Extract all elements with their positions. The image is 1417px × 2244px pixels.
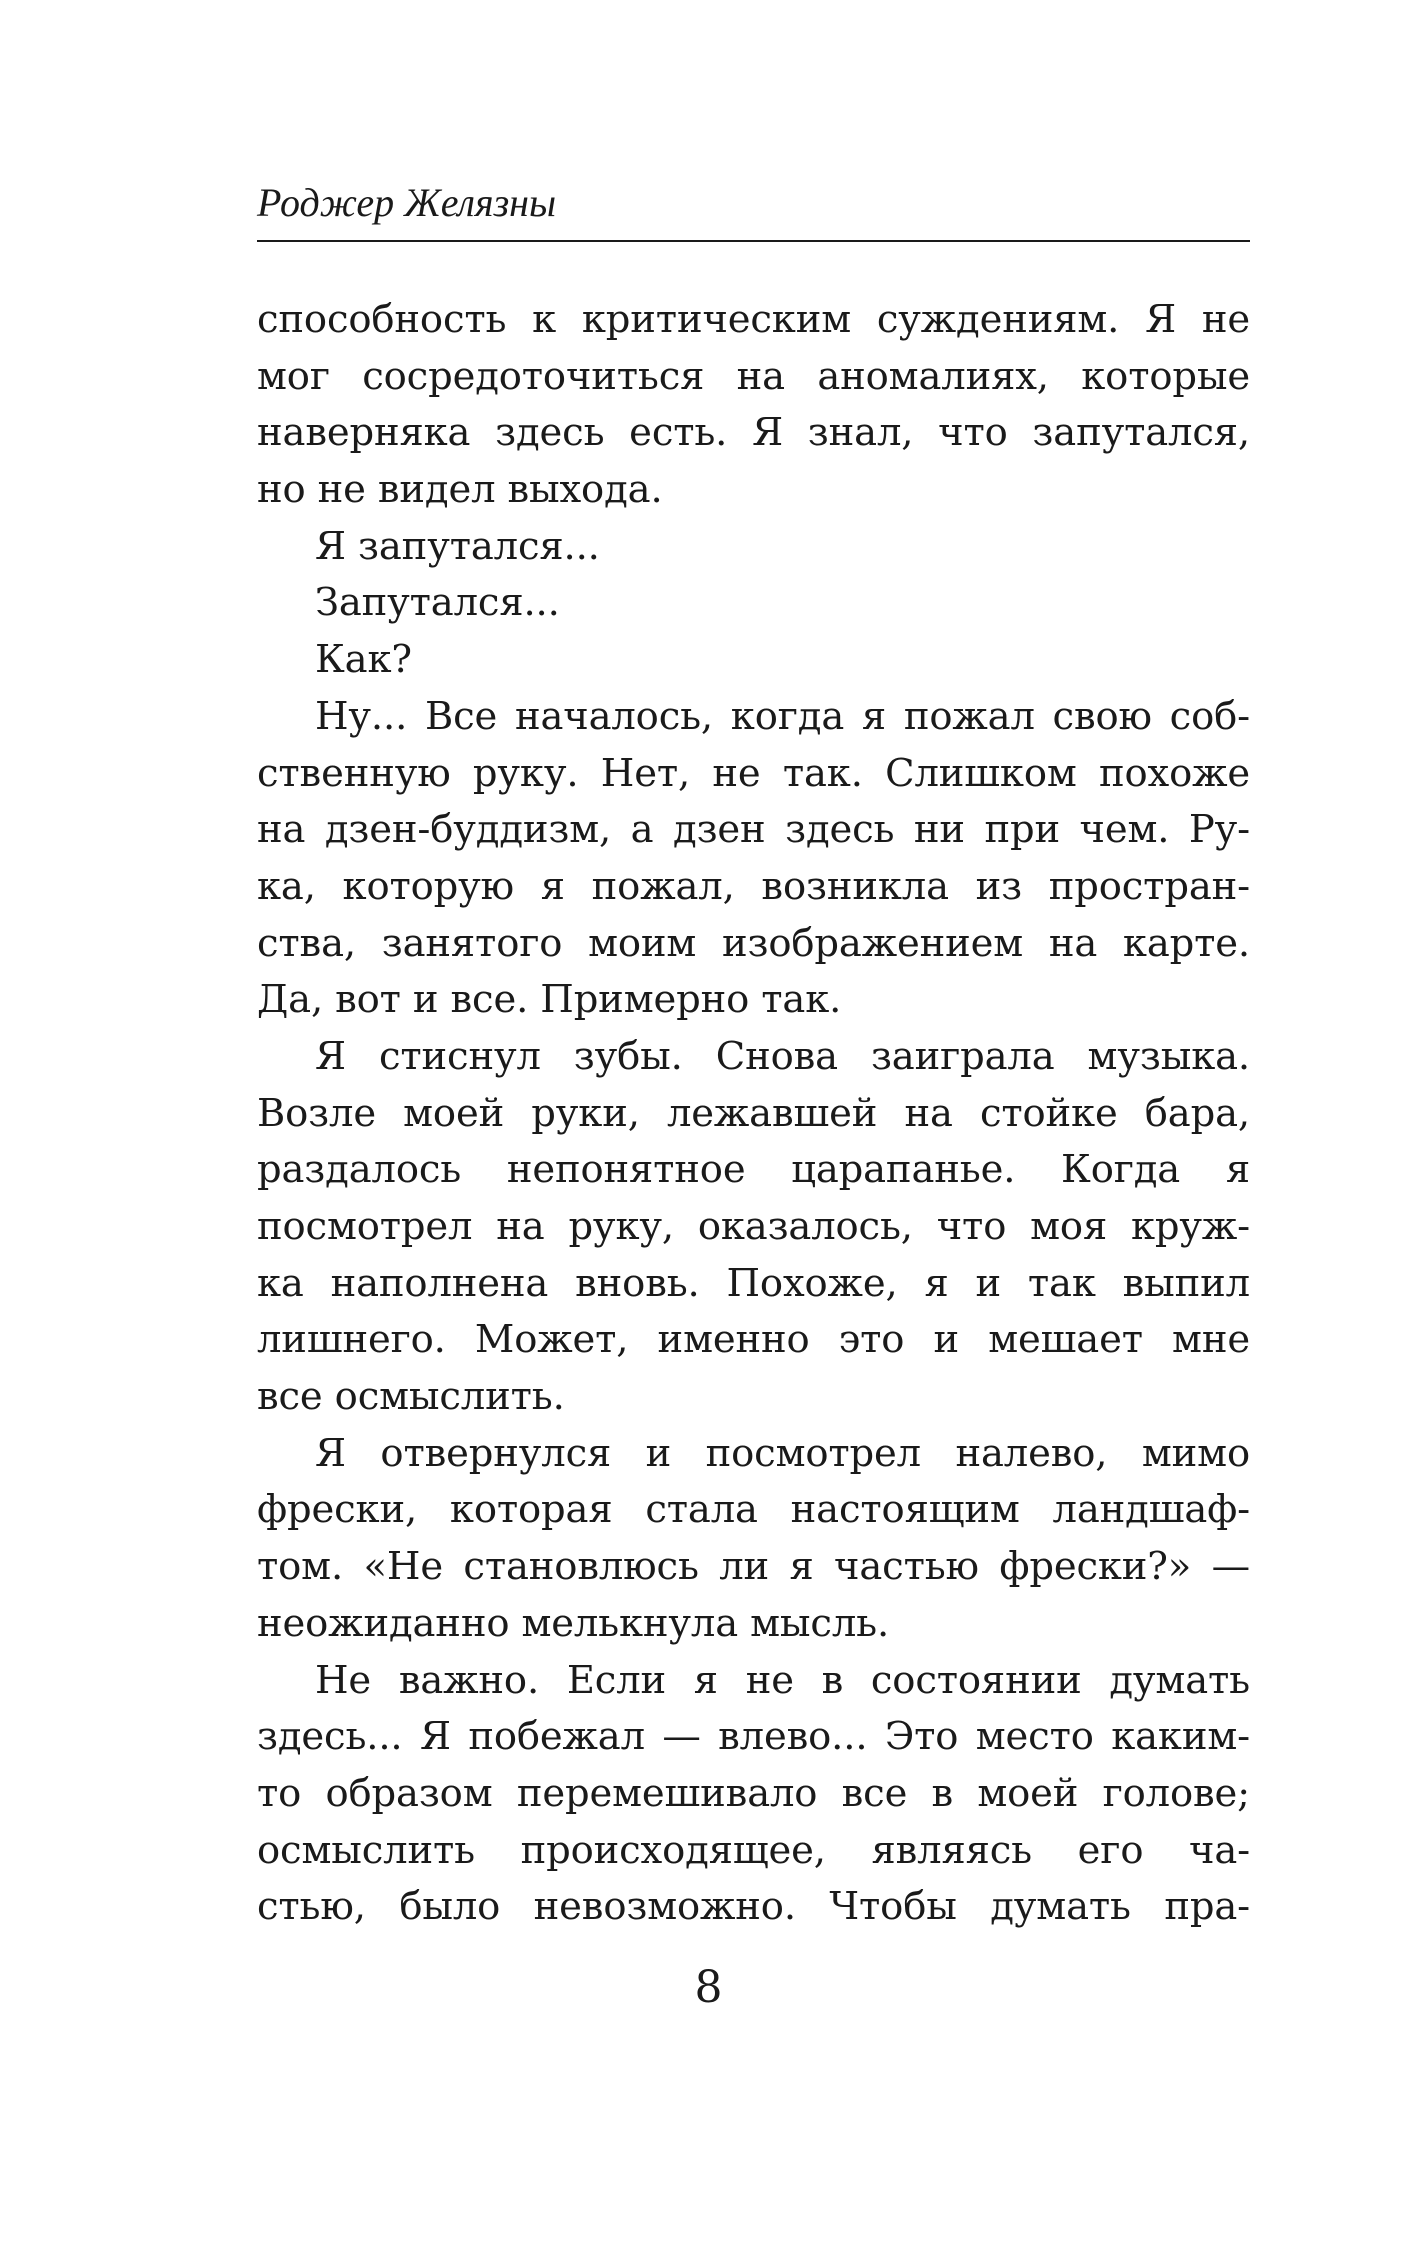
text-line: на дзен-буддизм, а дзен здесь ни при чем. Ру- [257, 807, 1250, 853]
text-line: фрески, которая стала настоящим ландшаф- [257, 1487, 1250, 1533]
page-number: 8 [694, 1962, 723, 2013]
text-line: раздалось непонятное царапанье. Когда я [257, 1147, 1250, 1193]
text-line: Не важно. Если я не в состоянии думать [315, 1657, 1250, 1703]
text-line: неожиданно мелькнула мысль. [257, 1600, 890, 1646]
text-line: Запутался... [315, 580, 560, 626]
text-line: ка, которую я пожал, возникла из простран- [257, 863, 1250, 909]
text-line: то образом перемешивало все в моей голове; [257, 1770, 1250, 1816]
text-line: Как? [315, 637, 412, 683]
text-line: Я стиснул зубы. Снова заиграла музыка. [315, 1033, 1250, 1079]
text-line: ства, занятого моим изображением на карте. [257, 920, 1250, 966]
text-line: Я запутался... [315, 523, 600, 569]
text-line: Ну... Все началось, когда я пожал свою соб- [315, 693, 1250, 739]
text-line: ка наполнена вновь. Похоже, я и так выпил [257, 1260, 1250, 1306]
header-rule [257, 240, 1250, 242]
text-line: все осмыслить. [257, 1374, 565, 1420]
text-line: ственную руку. Нет, не так. Слишком похоже [257, 750, 1250, 796]
body-text [257, 292, 1250, 1936]
text-line: мог сосредоточиться на аномалиях, которые [257, 353, 1250, 399]
text-line: посмотрел на руку, оказалось, что моя круж- [257, 1204, 1250, 1249]
text-line: Да, вот и все. Примерно так. [257, 977, 842, 1023]
text-line: здесь... Я побежал — влево... Это место каким- [257, 1714, 1250, 1760]
text-line: Я отвернулся и посмотрел налево, мимо [315, 1430, 1250, 1476]
text-line: том. «Не становлюсь ли я частью фрески?» — [257, 1544, 1250, 1590]
text-line: лишнего. Может, именно это и мешает мне [257, 1317, 1250, 1363]
text-line: но не видел выхода. [257, 467, 663, 513]
text-line: стью, было невозможно. Чтобы думать пра- [257, 1884, 1250, 1930]
text-line: наверняка здесь есть. Я знал, что запутался, [257, 410, 1250, 456]
text-line: осмыслить происходящее, являясь его ча- [257, 1827, 1250, 1873]
text-line: Возле моей руки, лежавшей на стойке бара, [257, 1090, 1250, 1136]
running-head-author: Роджер Желязны [257, 180, 557, 225]
text-line: способность к критическим суждениям. Я не [257, 297, 1250, 342]
